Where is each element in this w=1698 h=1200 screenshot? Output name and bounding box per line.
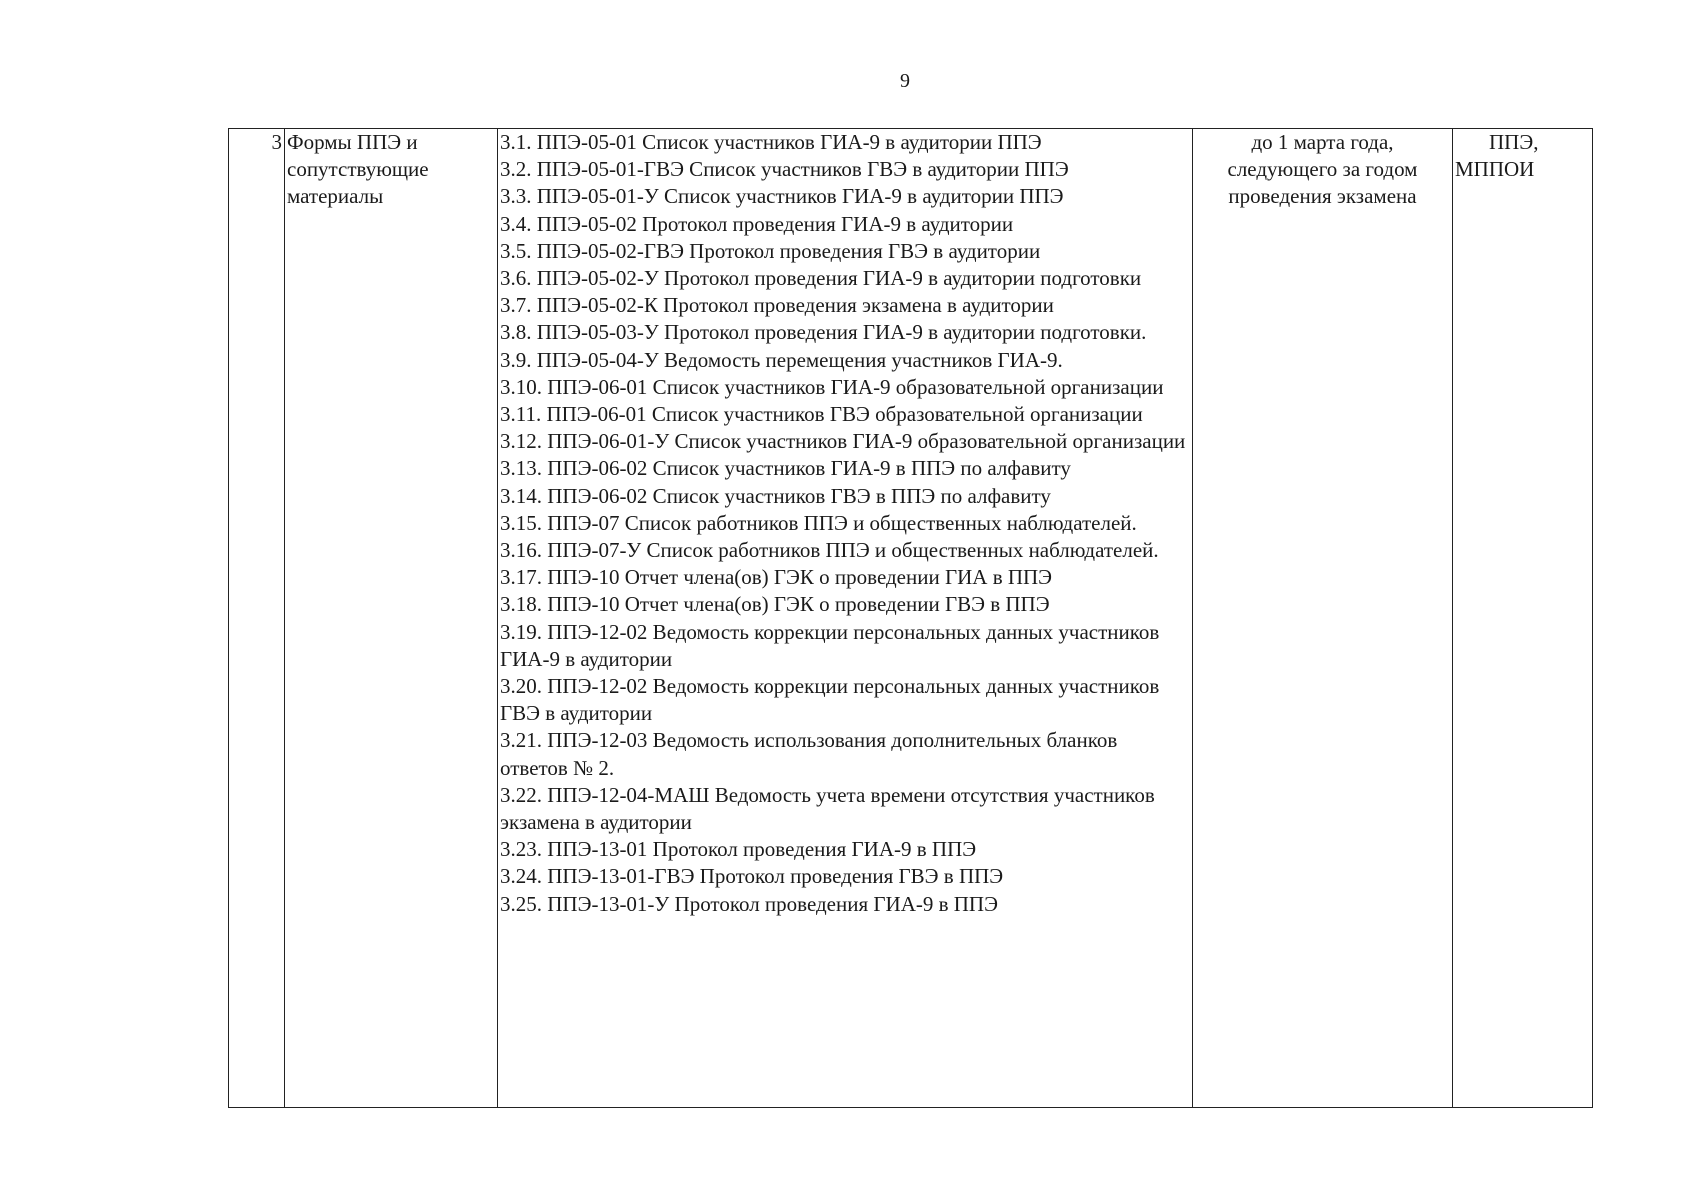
list-item: 3.15. ППЭ-07 Список работников ППЭ и общественных наблюдателей. <box>500 510 1137 535</box>
row-deadline: до 1 марта года, следующего за годом проведения экзамена <box>1227 130 1418 209</box>
table-row <box>229 129 1593 1108</box>
list-item: 3.10. ППЭ-06-01 Список участников ГИА-9 образовательной организации <box>500 374 1164 399</box>
list-item: 3.13. ППЭ-06-02 Список участников ГИА-9 в ППЭ по алфавиту <box>500 456 1071 481</box>
row-number: 3 <box>271 130 282 154</box>
document-table <box>228 128 1593 1108</box>
row-name-cell <box>285 129 498 1108</box>
items-list <box>500 129 1190 918</box>
list-item: 3.17. ППЭ-10 Отчет члена(ов) ГЭК о проведении ГИА в ППЭ <box>500 565 1053 590</box>
row-number-cell <box>229 129 285 1108</box>
list-item: 3.16. ППЭ-07-У Список работников ППЭ и общественных наблюдателей. <box>500 538 1159 563</box>
row-name: Формы ППЭ и сопутствующие материалы <box>287 130 429 209</box>
list-item: 3.12. ППЭ-06-01-У Список участников ГИА-9 образовательной организации <box>500 429 1186 454</box>
list-item: 3.4. ППЭ-05-02 Протокол проведения ГИА-9 в аудитории <box>500 211 1014 236</box>
list-item: 3.2. ППЭ-05-01-ГВЭ Список участников ГВЭ в аудитории ППЭ <box>500 157 1069 182</box>
row-responsible-cell <box>1453 129 1593 1108</box>
list-item: 3.11. ППЭ-06-01 Список участников ГВЭ образовательной организации <box>500 402 1143 427</box>
row-items-cell <box>498 129 1193 1108</box>
list-item: 3.6. ППЭ-05-02-У Протокол проведения ГИА-9 в аудитории подготовки <box>500 266 1142 291</box>
list-item: 3.5. ППЭ-05-02-ГВЭ Протокол проведения ГВЭ в аудитории <box>500 238 1041 263</box>
list-item: 3.20. ППЭ-12-02 Ведомость коррекции персональных данных участников ГВЭ в аудитории <box>500 674 1160 726</box>
list-item: 3.1. ППЭ-05-01 Список участников ГИА-9 в аудитории ППЭ <box>500 130 1042 154</box>
page-number: 9 <box>900 70 910 92</box>
list-item: 3.19. ППЭ-12-02 Ведомость коррекции персональных данных участников ГИА-9 в аудитории <box>500 619 1160 671</box>
list-item: 3.21. ППЭ-12-03 Ведомость использования дополнительных бланков ответов № 2. <box>500 728 1118 780</box>
list-item: 3.3. ППЭ-05-01-У Список участников ГИА-9 в аудитории ППЭ <box>500 184 1064 209</box>
row-deadline-cell <box>1193 129 1453 1108</box>
list-item: 3.25. ППЭ-13-01-У Протокол проведения ГИА-9 в ППЭ <box>500 891 998 916</box>
list-item: 3.18. ППЭ-10 Отчет члена(ов) ГЭК о проведении ГВЭ в ППЭ <box>500 592 1050 617</box>
row-responsible: ППЭ, МППОИ <box>1455 130 1539 182</box>
list-item: 3.9. ППЭ-05-04-У Ведомость перемещения участников ГИА-9. <box>500 347 1063 372</box>
list-item: 3.14. ППЭ-06-02 Список участников ГВЭ в ППЭ по алфавиту <box>500 483 1051 508</box>
list-item: 3.24. ППЭ-13-01-ГВЭ Протокол проведения ГВЭ в ППЭ <box>500 864 1004 889</box>
list-item: 3.23. ППЭ-13-01 Протокол проведения ГИА-9 в ППЭ <box>500 837 977 862</box>
list-item: 3.22. ППЭ-12-04-МАШ Ведомость учета времени отсутствия участников экзамена в аудитории <box>500 782 1155 835</box>
list-item: 3.8. ППЭ-05-03-У Протокол проведения ГИА-9 в аудитории подготовки. <box>500 320 1147 345</box>
list-item: 3.7. ППЭ-05-02-К Протокол проведения экзамена в аудитории <box>500 293 1054 318</box>
